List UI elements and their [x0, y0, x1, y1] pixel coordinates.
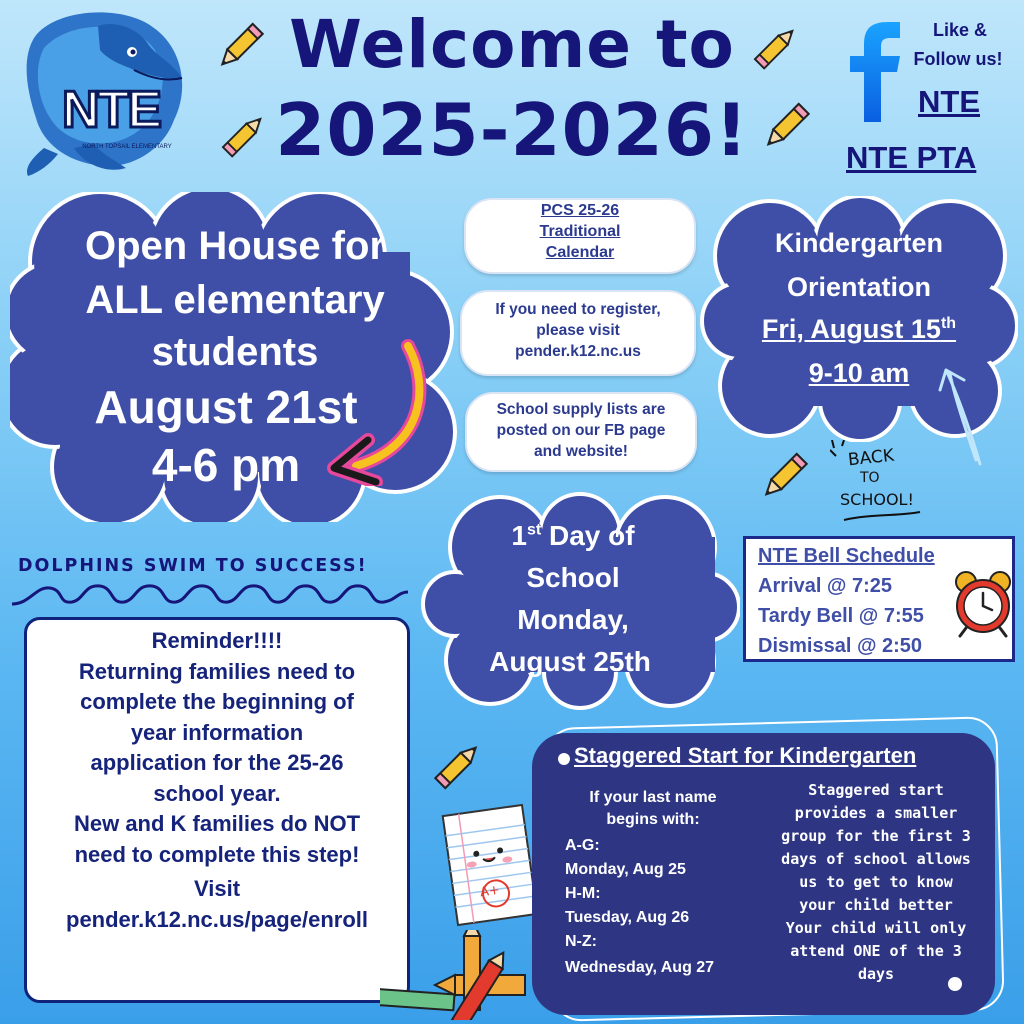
- open-house-date: August 21st: [94, 381, 358, 433]
- reminder-line-3: complete the beginning of: [80, 689, 354, 714]
- bell-title: NTE Bell Schedule: [758, 545, 935, 567]
- first-day-rest: Day of: [541, 520, 635, 551]
- stag-right-6: your child better: [799, 896, 953, 914]
- first-day-cloud: [420, 492, 740, 710]
- first-day-line-2: School: [526, 562, 620, 593]
- reminder-line-6: school year.: [153, 780, 281, 806]
- kinder-date-sup: th: [940, 315, 957, 332]
- stag-right-3: group for the first 3: [781, 827, 971, 845]
- stag-date-3: Wednesday, Aug 27: [565, 959, 715, 976]
- wave-decoration: [10, 578, 410, 612]
- back-line-3: SCHOOL!: [840, 490, 914, 509]
- motto-text: DOLPHINS SWIM TO SUCCESS!: [18, 556, 368, 576]
- kinder-date: [700, 314, 1018, 345]
- paper-grade: A+: [479, 882, 501, 901]
- stag-date-2: Tuesday, Aug 26: [565, 909, 690, 926]
- stag-group-1: A-G:: [565, 837, 600, 854]
- reminder-line-5: application for the 25-26: [90, 750, 344, 775]
- register-line-3: pender.k12.nc.us: [515, 343, 641, 360]
- like-line-1: Like &: [932, 20, 988, 40]
- stag-right-2: provides a smaller: [794, 804, 958, 822]
- nte-facebook-link[interactable]: NTE: [918, 84, 980, 119]
- stag-group-3: N-Z:: [565, 933, 597, 950]
- kinder-line-2: Orientation: [786, 272, 931, 302]
- supply-line-3: and website!: [534, 443, 628, 460]
- reminder-line-1: Reminder!!!!: [151, 628, 283, 653]
- staggered-title: Staggered Start for Kindergarten: [574, 743, 917, 768]
- first-day-line-1: [420, 520, 726, 552]
- pencil-icon: [430, 736, 486, 796]
- register-pill: [460, 290, 696, 376]
- stag-date-1: Monday, Aug 25: [565, 861, 686, 878]
- staggered-start-box: [532, 733, 995, 1015]
- stag-left-line-2: begins with:: [606, 811, 700, 828]
- title-line-2: 2025-2026!: [275, 88, 749, 172]
- calendar-link-line-2[interactable]: Traditional: [539, 223, 621, 240]
- nte-pta-facebook-link[interactable]: NTE PTA: [846, 140, 977, 175]
- back-to-school-doodle: [830, 440, 930, 526]
- stag-right-7: Your child will only: [785, 919, 967, 937]
- stag-right-5: us to get to know: [799, 873, 953, 891]
- first-day-line-3: Monday,: [517, 604, 629, 635]
- first-day-num: 1: [511, 520, 527, 551]
- stag-right-9: days: [857, 965, 895, 983]
- stag-group-2: H-M:: [565, 885, 601, 902]
- back-line-1: BACK: [847, 445, 895, 471]
- like-line-2: Follow us!: [913, 49, 1003, 69]
- first-day-line-4: August 25th: [489, 646, 651, 677]
- logo-text: NTE: [62, 81, 160, 139]
- alarm-clock-icon: [952, 568, 1014, 640]
- curved-arrow-icon: [320, 336, 440, 486]
- reminder-line-8: need to complete this step!: [74, 841, 360, 867]
- back-line-2: TO: [860, 470, 880, 486]
- reminder-line-2: Returning families need to: [78, 658, 356, 684]
- register-line-2: please visit: [536, 322, 620, 339]
- calendar-link-line-3[interactable]: Calendar: [545, 244, 615, 261]
- open-house-line-3: students: [151, 330, 319, 374]
- open-house-line-2: ALL elementary: [85, 278, 385, 322]
- kinder-line-1: Kindergarten: [774, 228, 944, 258]
- bell-dismissal: Dismissal @ 2:50: [758, 635, 923, 657]
- reminder-box: [24, 617, 410, 1003]
- title-line-1: Welcome to: [289, 6, 735, 83]
- bullet-dot-icon: [948, 977, 962, 991]
- pencil-icon: [756, 450, 812, 510]
- calendar-link-line-1[interactable]: PCS 25-26: [540, 202, 620, 219]
- register-line-1: If you need to register,: [495, 301, 661, 318]
- calendar-link-pill[interactable]: [464, 198, 696, 274]
- supply-line-1: School supply lists are: [496, 401, 666, 418]
- reminder-line-7: New and K families do NOT: [73, 811, 361, 836]
- reminder-line-4: year information: [130, 719, 304, 745]
- logo-subtext: NORTH TOPSAIL ELEMENTARY: [82, 144, 172, 150]
- stag-right-1: Staggered start: [808, 781, 944, 799]
- facebook-icon[interactable]: [850, 22, 900, 122]
- crayons-icon: [380, 930, 530, 1020]
- stag-right-4: days of school allows: [781, 850, 971, 868]
- open-house-line-1: Open House for: [84, 224, 386, 268]
- stag-left-line-1: If your last name: [589, 789, 717, 806]
- reminder-line-9: Visit: [193, 876, 241, 901]
- supply-list-pill: [465, 392, 697, 472]
- kinder-date-text: Fri, August 15: [761, 314, 941, 344]
- bell-arrival: Arrival @ 7:25: [758, 575, 893, 597]
- stag-right-8: attend ONE of the 3: [790, 942, 962, 960]
- kinder-time: 9-10 am: [808, 358, 910, 388]
- first-day-sup: st: [526, 521, 542, 539]
- enroll-link[interactable]: pender.k12.nc.us/page/enroll: [66, 906, 368, 932]
- notebook-paper-icon: [440, 800, 540, 930]
- open-house-time: 4-6 pm: [151, 439, 301, 491]
- scribble-arrow-icon: [930, 360, 990, 470]
- bullet-dot-icon: [558, 753, 570, 765]
- supply-line-2: posted on our FB page: [496, 422, 666, 439]
- bell-tardy: Tardy Bell @ 7:55: [758, 605, 924, 627]
